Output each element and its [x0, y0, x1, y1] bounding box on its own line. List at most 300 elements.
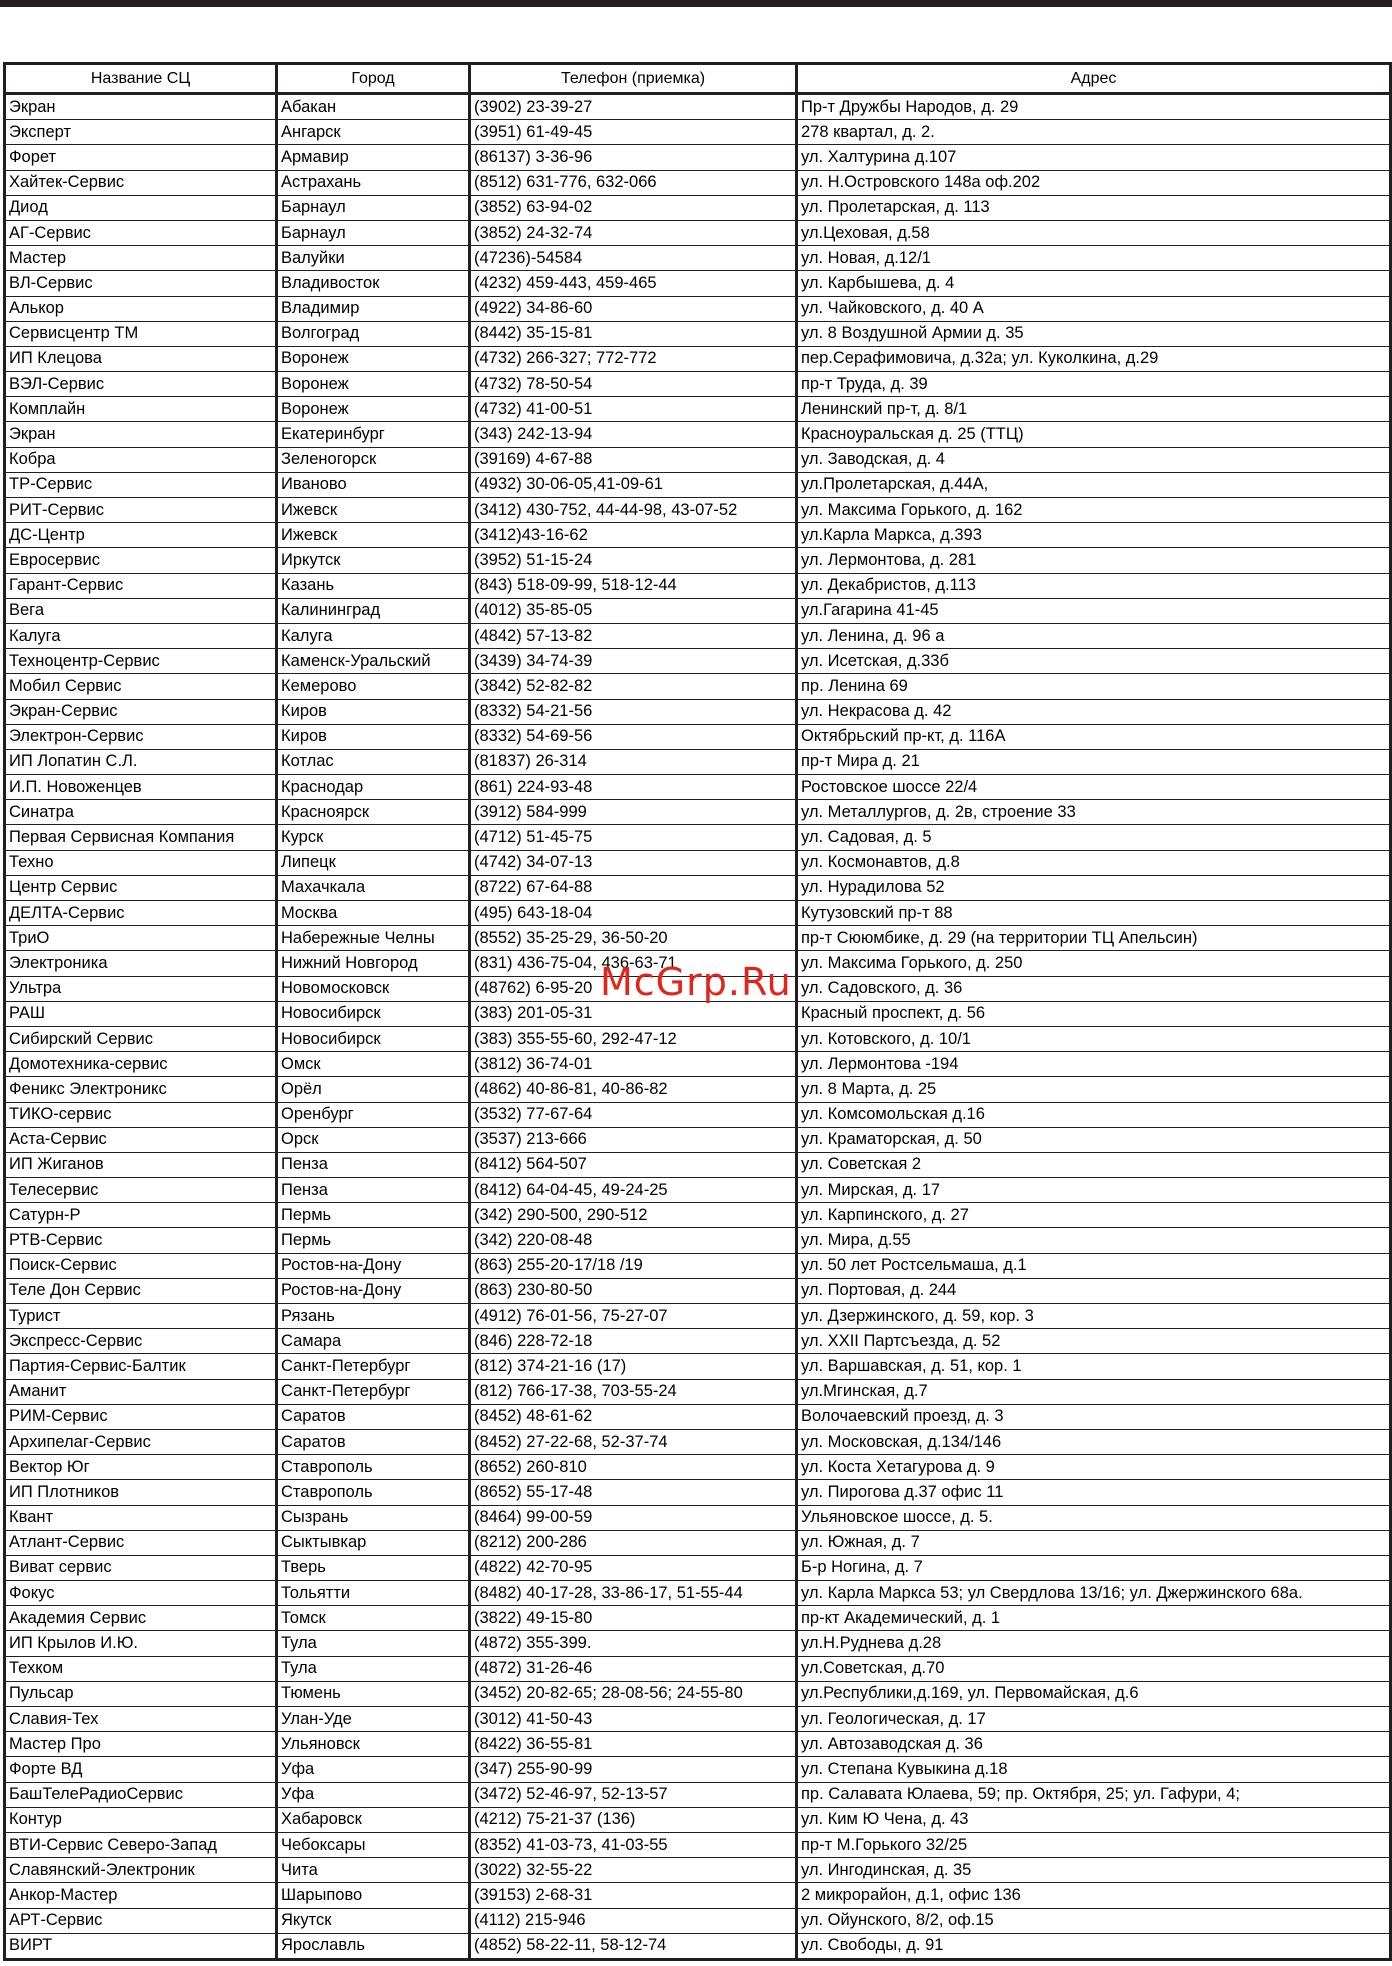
cell-service-center-name: Техком: [5, 1656, 277, 1681]
cell-service-center-name: ИП Крылов И.Ю.: [5, 1631, 277, 1656]
cell-address: Пр-т Дружбы Народов, д. 29: [797, 94, 1391, 120]
cell-phone: (3452) 20-82-65; 28-08-56; 24-55-80: [470, 1681, 797, 1706]
cell-address: ул. Мирская, д. 17: [797, 1178, 1391, 1203]
cell-phone: (342) 290-500, 290-512: [470, 1203, 797, 1228]
cell-city: Якутск: [277, 1908, 470, 1933]
cell-address: Волочаевский проезд, д. 3: [797, 1404, 1391, 1429]
cell-phone: (495) 643-18-04: [470, 901, 797, 926]
table-row: [5, 1379, 1391, 1404]
table-row: [5, 1278, 1391, 1303]
cell-service-center-name: Фокус: [5, 1581, 277, 1606]
cell-city: Чебоксары: [277, 1832, 470, 1857]
cell-address: ул. Пролетарская, д. 113: [797, 195, 1391, 220]
cell-service-center-name: И.П. Новоженцев: [5, 775, 277, 800]
cell-address: ул. Чайковского, д. 40 А: [797, 296, 1391, 321]
table-row: [5, 775, 1391, 800]
cell-address: ул.Советская, д.70: [797, 1656, 1391, 1681]
cell-city: Казань: [277, 573, 470, 598]
header-service-center-name: Название СЦ: [5, 64, 277, 94]
cell-service-center-name: Контур: [5, 1807, 277, 1832]
table-row: [5, 246, 1391, 271]
cell-phone: (3822) 49-15-80: [470, 1606, 797, 1631]
table-row: [5, 195, 1391, 220]
cell-phone: (48762) 6-95-20: [470, 976, 797, 1001]
cell-city: Калининград: [277, 598, 470, 623]
cell-city: Чита: [277, 1858, 470, 1883]
table-row: [5, 1178, 1391, 1203]
cell-city: Сыктывкар: [277, 1530, 470, 1555]
cell-service-center-name: Атлант-Сервис: [5, 1530, 277, 1555]
table-row: [5, 145, 1391, 170]
cell-address: пр-т Мира д. 21: [797, 749, 1391, 774]
table-row: [5, 1555, 1391, 1580]
table-row: [5, 1732, 1391, 1757]
table-row: [5, 1581, 1391, 1606]
table-row: [5, 1606, 1391, 1631]
cell-address: ул. 50 лет Ростсельмаша, д.1: [797, 1253, 1391, 1278]
cell-service-center-name: Сервисцентр ТМ: [5, 321, 277, 346]
cell-phone: (8652) 260-810: [470, 1455, 797, 1480]
cell-phone: (846) 228-72-18: [470, 1329, 797, 1354]
cell-service-center-name: БашТелеРадиоСервис: [5, 1782, 277, 1807]
cell-service-center-name: Славия-Тех: [5, 1707, 277, 1732]
cell-phone: (342) 220-08-48: [470, 1228, 797, 1253]
cell-phone: (86137) 3-36-96: [470, 145, 797, 170]
cell-city: Тюмень: [277, 1681, 470, 1706]
cell-phone: (39153) 2-68-31: [470, 1883, 797, 1908]
cell-address: ул. Краматорская, д. 50: [797, 1127, 1391, 1152]
cell-address: ул. Свободы, д. 91: [797, 1933, 1391, 1959]
cell-city: Ставрополь: [277, 1480, 470, 1505]
cell-address: ул. Коста Хетагурова д. 9: [797, 1455, 1391, 1480]
cell-service-center-name: Первая Сервисная Компания: [5, 825, 277, 850]
cell-service-center-name: Теле Дон Сервис: [5, 1278, 277, 1303]
cell-address: ул. Степана Кувыкина д.18: [797, 1757, 1391, 1782]
cell-address: ул. Максима Горького, д. 250: [797, 951, 1391, 976]
table-row: [5, 1807, 1391, 1832]
table-row: [5, 1001, 1391, 1026]
cell-address: ул. Дзержинского, д. 59, кор. 3: [797, 1304, 1391, 1329]
cell-address: пер.Серафимовича, д.32а; ул. Куколкина, д.29: [797, 346, 1391, 371]
cell-service-center-name: Калуга: [5, 623, 277, 648]
table-row: [5, 472, 1391, 497]
cell-address: ул.Гагарина 41-45: [797, 598, 1391, 623]
table-row: [5, 1933, 1391, 1959]
cell-city: Владимир: [277, 296, 470, 321]
cell-phone: (4932) 30-06-05,41-09-61: [470, 472, 797, 497]
table-row: [5, 1152, 1391, 1177]
table-row: [5, 674, 1391, 699]
cell-phone: (4822) 42-70-95: [470, 1555, 797, 1580]
cell-city: Ростов-на-Дону: [277, 1253, 470, 1278]
table-row: [5, 1707, 1391, 1732]
cell-service-center-name: ДЕЛТА-Сервис: [5, 901, 277, 926]
cell-city: Ростов-на-Дону: [277, 1278, 470, 1303]
cell-phone: (4842) 57-13-82: [470, 623, 797, 648]
cell-service-center-name: Турист: [5, 1304, 277, 1329]
table-row: [5, 120, 1391, 145]
table-row: [5, 1228, 1391, 1253]
cell-service-center-name: ИП Плотников: [5, 1480, 277, 1505]
cell-service-center-name: Электроника: [5, 951, 277, 976]
cell-address: ул. Халтурина д.107: [797, 145, 1391, 170]
cell-phone: (3532) 77-67-64: [470, 1102, 797, 1127]
cell-city: Барнаул: [277, 195, 470, 220]
table-row: [5, 1480, 1391, 1505]
cell-phone: (8452) 48-61-62: [470, 1404, 797, 1429]
cell-service-center-name: Форет: [5, 145, 277, 170]
cell-city: Калуга: [277, 623, 470, 648]
cell-city: Уфа: [277, 1782, 470, 1807]
table-row: [5, 271, 1391, 296]
cell-city: Нижний Новгород: [277, 951, 470, 976]
cell-phone: (81837) 26-314: [470, 749, 797, 774]
cell-service-center-name: Экран: [5, 94, 277, 120]
cell-service-center-name: АРТ-Сервис: [5, 1908, 277, 1933]
cell-phone: (8412) 564-507: [470, 1152, 797, 1177]
cell-service-center-name: АГ-Сервис: [5, 220, 277, 245]
cell-city: Уфа: [277, 1757, 470, 1782]
cell-service-center-name: Вектор Юг: [5, 1455, 277, 1480]
cell-address: ул. Советская 2: [797, 1152, 1391, 1177]
cell-city: Санкт-Петербург: [277, 1379, 470, 1404]
cell-phone: (3902) 23-39-27: [470, 94, 797, 120]
cell-service-center-name: РИМ-Сервис: [5, 1404, 277, 1429]
cell-phone: (861) 224-93-48: [470, 775, 797, 800]
cell-city: Красноярск: [277, 800, 470, 825]
cell-address: ул. Декабристов, д.113: [797, 573, 1391, 598]
table-row: [5, 1858, 1391, 1883]
cell-address: Б-р Ногина, д. 7: [797, 1555, 1391, 1580]
cell-phone: (347) 255-90-99: [470, 1757, 797, 1782]
table-row: [5, 875, 1391, 900]
cell-address: пр-кт Академический, д. 1: [797, 1606, 1391, 1631]
cell-city: Армавир: [277, 145, 470, 170]
cell-phone: (383) 355-55-60, 292-47-12: [470, 1026, 797, 1051]
table-row: [5, 825, 1391, 850]
cell-service-center-name: Вега: [5, 598, 277, 623]
cell-city: Сызрань: [277, 1505, 470, 1530]
cell-address: Кутузовский пр-т 88: [797, 901, 1391, 926]
cell-address: ул.Цеховая, д.58: [797, 220, 1391, 245]
table-row: [5, 1631, 1391, 1656]
cell-phone: (4852) 58-22-11, 58-12-74: [470, 1933, 797, 1959]
cell-address: Ростовское шоссе 22/4: [797, 775, 1391, 800]
table-row: [5, 1077, 1391, 1102]
cell-service-center-name: ВЛ-Сервис: [5, 271, 277, 296]
cell-service-center-name: Электрон-Сервис: [5, 724, 277, 749]
cell-phone: (8332) 54-21-56: [470, 699, 797, 724]
cell-address: пр-т Труда, д. 39: [797, 372, 1391, 397]
table-row: [5, 1203, 1391, 1228]
table-row: [5, 1656, 1391, 1681]
cell-service-center-name: Домотехника-сервис: [5, 1052, 277, 1077]
table-row: [5, 649, 1391, 674]
cell-address: ул. Портовая, д. 244: [797, 1278, 1391, 1303]
cell-city: Каменск-Уральский: [277, 649, 470, 674]
cell-address: ул.Н.Руднева д.28: [797, 1631, 1391, 1656]
table-row: [5, 1102, 1391, 1127]
cell-service-center-name: Диод: [5, 195, 277, 220]
cell-address: ул. 8 Марта, д. 25: [797, 1077, 1391, 1102]
table-row: [5, 372, 1391, 397]
table-row: [5, 573, 1391, 598]
cell-city: Пенза: [277, 1152, 470, 1177]
cell-phone: (3022) 32-55-22: [470, 1858, 797, 1883]
table-row: [5, 523, 1391, 548]
cell-address: ул. Автозаводская д. 36: [797, 1732, 1391, 1757]
table-row: [5, 1253, 1391, 1278]
cell-address: ул. Мира, д.55: [797, 1228, 1391, 1253]
cell-service-center-name: Славянский-Электроник: [5, 1858, 277, 1883]
table-row: [5, 1757, 1391, 1782]
cell-address: ул. Ленина, д. 96 а: [797, 623, 1391, 648]
cell-phone: (843) 518-09-99, 518-12-44: [470, 573, 797, 598]
cell-service-center-name: Техно: [5, 850, 277, 875]
cell-address: Октябрьский пр-кт, д. 116А: [797, 724, 1391, 749]
cell-service-center-name: Мастер Про: [5, 1732, 277, 1757]
cell-city: Ангарск: [277, 120, 470, 145]
cell-phone: (8464) 99-00-59: [470, 1505, 797, 1530]
cell-address: ул. Металлургов, д. 2в, строение 33: [797, 800, 1391, 825]
cell-city: Рязань: [277, 1304, 470, 1329]
cell-service-center-name: Комплайн: [5, 397, 277, 422]
cell-city: Самара: [277, 1329, 470, 1354]
header-city: Город: [277, 64, 470, 94]
cell-phone: (3472) 52-46-97, 52-13-57: [470, 1782, 797, 1807]
cell-address: ул.Карла Маркса, д.393: [797, 523, 1391, 548]
cell-address: пр. Салавата Юлаева, 59; пр. Октября, 25; ул. Гафури, 4;: [797, 1782, 1391, 1807]
cell-city: Набережные Челны: [277, 926, 470, 951]
watermark: McGrp.Ru: [600, 960, 792, 1004]
cell-phone: (47236)-54584: [470, 246, 797, 271]
cell-service-center-name: Виват сервис: [5, 1555, 277, 1580]
cell-address: ул. Южная, д. 7: [797, 1530, 1391, 1555]
cell-service-center-name: ТИКО-сервис: [5, 1102, 277, 1127]
cell-phone: (8412) 64-04-45, 49-24-25: [470, 1178, 797, 1203]
header-phone: Телефон (приемка): [470, 64, 797, 94]
cell-city: Шарыпово: [277, 1883, 470, 1908]
table-row: [5, 1429, 1391, 1454]
cell-city: Владивосток: [277, 271, 470, 296]
cell-service-center-name: Центр Сервис: [5, 875, 277, 900]
cell-service-center-name: ИП Жиганов: [5, 1152, 277, 1177]
cell-phone: (863) 255-20-17/18 /19: [470, 1253, 797, 1278]
cell-service-center-name: Мобил Сервис: [5, 674, 277, 699]
cell-phone: (8652) 55-17-48: [470, 1480, 797, 1505]
cell-address: ул. Геологическая, д. 17: [797, 1707, 1391, 1732]
table-row: [5, 220, 1391, 245]
cell-phone: (4912) 76-01-56, 75-27-07: [470, 1304, 797, 1329]
table-header-row: [5, 64, 1391, 94]
cell-service-center-name: ДС-Центр: [5, 523, 277, 548]
table-row: [5, 800, 1391, 825]
cell-city: Краснодар: [277, 775, 470, 800]
cell-service-center-name: ИП Лопатин С.Л.: [5, 749, 277, 774]
table-row: [5, 1782, 1391, 1807]
cell-city: Новосибирск: [277, 1026, 470, 1051]
table-row: [5, 1832, 1391, 1857]
cell-phone: (4112) 215-946: [470, 1908, 797, 1933]
cell-city: Тверь: [277, 1555, 470, 1580]
cell-city: Ярославль: [277, 1933, 470, 1959]
cell-service-center-name: Анкор-Мастер: [5, 1883, 277, 1908]
cell-address: ул. Ким Ю Чена, д. 43: [797, 1807, 1391, 1832]
cell-address: ул. Садовая, д. 5: [797, 825, 1391, 850]
cell-service-center-name: Поиск-Сервис: [5, 1253, 277, 1278]
table-row: [5, 296, 1391, 321]
cell-address: ул. Максима Горького, д. 162: [797, 498, 1391, 523]
cell-phone: (8332) 54-69-56: [470, 724, 797, 749]
cell-phone: (3012) 41-50-43: [470, 1707, 797, 1732]
cell-city: Ижевск: [277, 498, 470, 523]
cell-service-center-name: ТР-Сервис: [5, 472, 277, 497]
cell-phone: (8482) 40-17-28, 33-86-17, 51-55-44: [470, 1581, 797, 1606]
cell-service-center-name: Квант: [5, 1505, 277, 1530]
cell-service-center-name: Эксперт: [5, 120, 277, 145]
cell-address: ул. Карбышева, д. 4: [797, 271, 1391, 296]
table-row: [5, 951, 1391, 976]
cell-phone: (4742) 34-07-13: [470, 850, 797, 875]
table-row: [5, 1052, 1391, 1077]
cell-service-center-name: РИТ-Сервис: [5, 498, 277, 523]
cell-phone: (3412)43-16-62: [470, 523, 797, 548]
cell-address: ул. Ингодинская, д. 35: [797, 1858, 1391, 1883]
cell-service-center-name: Хайтек-Сервис: [5, 170, 277, 195]
cell-service-center-name: Феникс Электроникс: [5, 1077, 277, 1102]
cell-city: Новосибирск: [277, 1001, 470, 1026]
cell-phone: (8352) 41-03-73, 41-03-55: [470, 1832, 797, 1857]
cell-city: Липецк: [277, 850, 470, 875]
table-row: [5, 1354, 1391, 1379]
cell-phone: (8422) 36-55-81: [470, 1732, 797, 1757]
cell-city: Орск: [277, 1127, 470, 1152]
cell-city: Пермь: [277, 1228, 470, 1253]
cell-phone: (3812) 36-74-01: [470, 1052, 797, 1077]
cell-service-center-name: Форте ВД: [5, 1757, 277, 1782]
cell-address: ул. Ойунского, 8/2, оф.15: [797, 1908, 1391, 1933]
cell-city: Хабаровск: [277, 1807, 470, 1832]
cell-phone: (831) 436-75-04, 436-63-71: [470, 951, 797, 976]
table-row: [5, 1505, 1391, 1530]
cell-address: ул. Космонавтов, д.8: [797, 850, 1391, 875]
cell-city: Омск: [277, 1052, 470, 1077]
cell-address: пр-т М.Горького 32/25: [797, 1832, 1391, 1857]
cell-address: 2 микрорайон, д.1, офис 136: [797, 1883, 1391, 1908]
cell-service-center-name: Экран-Сервис: [5, 699, 277, 724]
cell-phone: (4872) 31-26-46: [470, 1656, 797, 1681]
cell-address: ул. Лермонтова, д. 281: [797, 548, 1391, 573]
cell-city: Саратов: [277, 1404, 470, 1429]
table-row: [5, 170, 1391, 195]
cell-city: Абакан: [277, 94, 470, 120]
cell-phone: (4232) 459-443, 459-465: [470, 271, 797, 296]
cell-city: Екатеринбург: [277, 422, 470, 447]
cell-city: Курск: [277, 825, 470, 850]
cell-city: Волгоград: [277, 321, 470, 346]
cell-phone: (3852) 24-32-74: [470, 220, 797, 245]
cell-city: Тула: [277, 1656, 470, 1681]
cell-city: Воронеж: [277, 372, 470, 397]
cell-phone: (3852) 63-94-02: [470, 195, 797, 220]
cell-city: Киров: [277, 699, 470, 724]
table-row: [5, 346, 1391, 371]
cell-phone: (3951) 61-49-45: [470, 120, 797, 145]
cell-phone: (3439) 34-74-39: [470, 649, 797, 674]
cell-service-center-name: Гарант-Сервис: [5, 573, 277, 598]
table-row: [5, 699, 1391, 724]
table-row: [5, 1883, 1391, 1908]
cell-service-center-name: Сатурн-Р: [5, 1203, 277, 1228]
table-row: [5, 94, 1391, 120]
cell-service-center-name: Экран: [5, 422, 277, 447]
cell-address: Красноуральская д. 25 (ТТЦ): [797, 422, 1391, 447]
cell-address: ул. Нурадилова 52: [797, 875, 1391, 900]
cell-address: ул.Мгинская, д.7: [797, 1379, 1391, 1404]
table-row: [5, 422, 1391, 447]
table-row: [5, 1127, 1391, 1152]
cell-city: Орёл: [277, 1077, 470, 1102]
cell-city: Пермь: [277, 1203, 470, 1228]
cell-address: ул. Новая, д.12/1: [797, 246, 1391, 271]
table-row: [5, 850, 1391, 875]
cell-service-center-name: ВЭЛ-Сервис: [5, 372, 277, 397]
cell-service-center-name: ВТИ-Сервис Северо-Запад: [5, 1832, 277, 1857]
cell-service-center-name: Партия-Сервис-Балтик: [5, 1354, 277, 1379]
cell-service-center-name: Аста-Сервис: [5, 1127, 277, 1152]
cell-address: ул.Республики,д.169, ул. Первомайская, д.6: [797, 1681, 1391, 1706]
table-row: [5, 749, 1391, 774]
table-row: [5, 976, 1391, 1001]
cell-address: ул. Пирогова д.37 офис 11: [797, 1480, 1391, 1505]
table-row: [5, 548, 1391, 573]
service-centers-table: [3, 62, 1392, 1961]
cell-phone: (383) 201-05-31: [470, 1001, 797, 1026]
cell-phone: (8212) 200-286: [470, 1530, 797, 1555]
cell-phone: (8512) 631-776, 632-066: [470, 170, 797, 195]
cell-address: Красный проспект, д. 56: [797, 1001, 1391, 1026]
cell-address: 278 квартал, д. 2.: [797, 120, 1391, 145]
cell-service-center-name: Мастер: [5, 246, 277, 271]
cell-service-center-name: Пульсар: [5, 1681, 277, 1706]
cell-city: Пенза: [277, 1178, 470, 1203]
cell-phone: (863) 230-80-50: [470, 1278, 797, 1303]
cell-phone: (4862) 40-86-81, 40-86-82: [470, 1077, 797, 1102]
table-row: [5, 1455, 1391, 1480]
cell-service-center-name: Архипелаг-Сервис: [5, 1429, 277, 1454]
cell-address: ул.Пролетарская, д.44А,: [797, 472, 1391, 497]
cell-service-center-name: Алькор: [5, 296, 277, 321]
table-row: [5, 397, 1391, 422]
table-row: [5, 926, 1391, 951]
top-border-bar: [0, 0, 1392, 7]
table-row: [5, 623, 1391, 648]
cell-phone: (4872) 355-399.: [470, 1631, 797, 1656]
cell-city: Москва: [277, 901, 470, 926]
cell-service-center-name: ВИРТ: [5, 1933, 277, 1959]
cell-city: Оренбург: [277, 1102, 470, 1127]
cell-city: Ульяновск: [277, 1732, 470, 1757]
cell-city: Ставрополь: [277, 1455, 470, 1480]
cell-service-center-name: Кобра: [5, 447, 277, 472]
cell-address: ул. Карла Маркса 53; ул Свердлова 13/16; ул. Джержинского 68а.: [797, 1581, 1391, 1606]
cell-city: Киров: [277, 724, 470, 749]
cell-city: Тольятти: [277, 1581, 470, 1606]
cell-service-center-name: Аманит: [5, 1379, 277, 1404]
cell-city: Зеленогорск: [277, 447, 470, 472]
table-row: [5, 1530, 1391, 1555]
cell-city: Санкт-Петербург: [277, 1354, 470, 1379]
